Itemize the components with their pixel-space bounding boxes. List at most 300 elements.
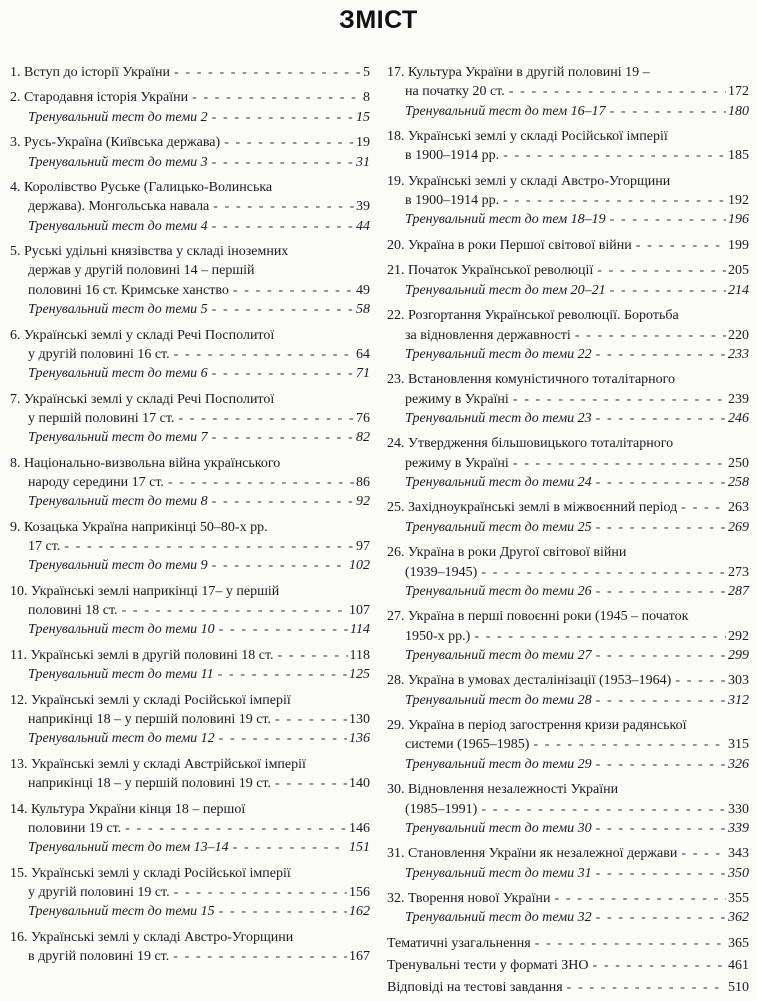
- page-number: 350: [728, 865, 749, 881]
- practice-test-link[interactable]: [387, 102, 749, 121]
- entry-title: Тренувальний тест до теми 30: [405, 820, 592, 836]
- toc-entry: [10, 63, 370, 82]
- toc-entry: [10, 390, 370, 448]
- toc-entry-link[interactable]: [387, 889, 749, 908]
- practice-test-link[interactable]: [387, 819, 749, 838]
- entry-title: держава). Монгольська навала: [28, 199, 210, 215]
- entry-title-line: 14. Культура України кінця 18 – першої: [10, 801, 246, 817]
- page-number: 250: [728, 455, 749, 471]
- page-number: 510: [728, 980, 749, 996]
- entry-title: Тренувальний тест до теми 7: [28, 430, 208, 446]
- entry-title: Тренувальний тест до теми 4: [28, 218, 208, 234]
- toc-entry-link[interactable]: [387, 454, 749, 473]
- toc-entry-link[interactable]: [10, 63, 370, 82]
- entry-title-line: 19. Українські землі у складі Австро-Угорщини: [387, 173, 671, 189]
- toc-entry-link[interactable]: [10, 473, 370, 492]
- page-number: 263: [728, 500, 749, 516]
- dot-leader: [173, 947, 347, 966]
- page-number: 315: [728, 737, 749, 753]
- entry-title: Тренувальний тест до теми 25: [405, 519, 592, 535]
- dot-leader: [168, 473, 354, 492]
- page-number: 71: [356, 366, 370, 382]
- entry-title-line: 15. Українські землі у складі Російської імперії: [10, 865, 291, 881]
- toc-entry: [387, 172, 749, 230]
- page-number: 303: [728, 673, 749, 689]
- page-number: 330: [728, 801, 749, 817]
- entry-title: наприкінці 18 – у першій половині 19 ст.: [28, 711, 271, 727]
- dot-leader: [212, 300, 354, 319]
- entry-title: 11. Українські землі в другій половині 18 ст.: [10, 647, 274, 663]
- toc-entry: [387, 716, 749, 774]
- dot-leader: [596, 908, 726, 927]
- toc-entry-link[interactable]: [387, 498, 749, 517]
- toc-entry-link[interactable]: [10, 281, 370, 300]
- entry-title: за відновлення державності: [405, 327, 571, 343]
- entry-title: (1985–1991): [405, 801, 478, 817]
- dot-leader: [509, 82, 726, 101]
- toc-entry-link[interactable]: [10, 409, 370, 428]
- practice-test-link[interactable]: [387, 281, 749, 300]
- page-number: 19: [356, 135, 370, 151]
- toc-entry: [10, 691, 370, 749]
- entry-title: Тренувальний тест до теми 6: [28, 366, 208, 382]
- toc-entry: [10, 646, 370, 685]
- page-number: 299: [728, 647, 749, 663]
- toc-entry-link[interactable]: [10, 601, 370, 620]
- dot-leader: [503, 191, 726, 210]
- dot-leader: [219, 620, 348, 639]
- dot-leader: [596, 518, 726, 537]
- dot-leader: [218, 665, 347, 684]
- toc-entry-link[interactable]: [387, 191, 749, 210]
- page-number: 107: [349, 603, 370, 619]
- entry-title: у першій половині 17 ст.: [28, 410, 175, 426]
- page-number: 5: [363, 65, 370, 80]
- page-number: 8: [363, 90, 370, 106]
- practice-test-link[interactable]: [387, 864, 749, 883]
- dot-leader: [596, 582, 726, 601]
- dot-leader: [567, 978, 726, 997]
- page-number: 151: [349, 840, 370, 856]
- dot-leader: [212, 428, 354, 447]
- entry-title: Тренувальний тест до тем 16–17: [405, 103, 606, 119]
- dot-leader: [212, 217, 354, 236]
- toc-entry: [387, 543, 749, 601]
- toc-entry: [387, 306, 749, 364]
- toc-entry: [387, 127, 749, 166]
- entry-title: Тренувальний тест до теми 24: [405, 474, 592, 490]
- entry-title-line: 9. Козацька Україна наприкінці 50–80-х рр.: [10, 519, 268, 535]
- practice-test-link[interactable]: [10, 108, 370, 127]
- dot-leader: [675, 671, 726, 690]
- toc-entry-link[interactable]: [387, 82, 749, 101]
- entry-title: Відповіді на тестові завдання: [387, 980, 563, 996]
- page-number: 180: [728, 103, 749, 119]
- entry-title: 2. Стародавня історія України: [10, 90, 189, 106]
- practice-test-link[interactable]: [10, 364, 370, 383]
- entry-title: у другій половині 16 ст.: [28, 346, 170, 362]
- practice-test-link[interactable]: [10, 665, 370, 684]
- practice-test-link[interactable]: [387, 755, 749, 774]
- dot-leader: [596, 409, 726, 428]
- practice-test-link[interactable]: [387, 345, 749, 364]
- practice-test-link[interactable]: [10, 620, 370, 639]
- toc-entry: [387, 261, 749, 300]
- page-number: 287: [728, 583, 749, 599]
- page-number: 343: [728, 846, 749, 862]
- toc-entry: [10, 326, 370, 384]
- entry-title: Тренувальний тест до теми 8: [28, 494, 208, 510]
- entry-title-line: 26. Україна в роки Другої світової війни: [387, 545, 627, 561]
- dot-leader: [610, 210, 726, 229]
- toc-entry: [10, 242, 370, 319]
- toc-left-column: [10, 63, 370, 972]
- page-title: ЗМІСТ: [339, 6, 418, 34]
- page-number: 140: [349, 776, 370, 792]
- toc-appendix-entry: [387, 934, 749, 953]
- page-number: 461: [728, 958, 749, 974]
- toc-entry-link[interactable]: [10, 88, 370, 107]
- dot-leader: [213, 197, 354, 216]
- entry-title: Тренувальні тести у форматі ЗНО: [387, 958, 589, 974]
- page-number: 192: [728, 193, 749, 209]
- practice-test-link[interactable]: [10, 729, 370, 748]
- entry-title: 20. Україна в роки Першої світової війни: [387, 237, 632, 253]
- toc-entry-link[interactable]: [387, 735, 749, 754]
- page-number: 172: [728, 84, 749, 100]
- practice-test-link[interactable]: [387, 518, 749, 537]
- entry-title-line: 17. Культура України в другій половині 19 –: [387, 65, 650, 80]
- dot-leader: [233, 281, 354, 300]
- dot-leader: [681, 844, 726, 863]
- toc-entry-link[interactable]: [387, 627, 749, 646]
- toc-entry: [10, 454, 370, 512]
- entry-title-line: 22. Розгортання Української революції. Боротьба: [387, 308, 679, 324]
- toc-entry-link[interactable]: [10, 345, 370, 364]
- dot-leader: [513, 454, 726, 473]
- dot-leader: [224, 133, 354, 152]
- toc-entry: [10, 178, 370, 236]
- dot-leader: [219, 902, 347, 921]
- entry-title-line: 10. Українські землі наприкінці 17– у першій: [10, 583, 280, 599]
- toc-entry: [387, 607, 749, 665]
- page-number: 205: [728, 263, 749, 279]
- page-number: 269: [728, 519, 749, 535]
- page-number: 185: [728, 148, 749, 164]
- dot-leader: [513, 390, 726, 409]
- toc-entry-link[interactable]: [10, 710, 370, 729]
- toc-entry-link[interactable]: [387, 146, 749, 165]
- toc-entry: [387, 889, 749, 928]
- toc-entry: [10, 582, 370, 640]
- toc-entry-link[interactable]: [10, 819, 370, 838]
- entry-title: Тренувальний тест до тем 18–19: [405, 212, 606, 228]
- toc-entry: [387, 498, 749, 537]
- dot-leader: [554, 889, 726, 908]
- entry-title-line: 6. Українські землі у складі Речі Посполитої: [10, 327, 275, 343]
- dot-leader: [681, 498, 726, 517]
- toc-entry-link[interactable]: [387, 844, 749, 863]
- entry-title: Тренувальний тест до теми 15: [28, 904, 215, 920]
- page-number: 64: [356, 346, 370, 362]
- entry-title-line: 12. Українські землі у складі Російської імперії: [10, 692, 291, 708]
- dot-leader: [610, 102, 726, 121]
- page-number: 365: [728, 935, 749, 951]
- entry-title: 1950-х рр.): [405, 628, 471, 644]
- entry-title-line: 23. Встановлення комуністичного тоталітарного: [387, 372, 676, 388]
- dot-leader: [596, 646, 726, 665]
- dot-leader: [174, 883, 347, 902]
- page-number: 97: [356, 539, 370, 555]
- dot-leader: [275, 774, 347, 793]
- entry-title: 21. Початок Української революції: [387, 263, 594, 279]
- page-number: 220: [728, 327, 749, 343]
- dot-leader: [533, 735, 726, 754]
- dot-leader: [275, 710, 347, 729]
- page-number: 162: [349, 904, 370, 920]
- toc-entry-link[interactable]: [387, 326, 749, 345]
- toc-entry-link[interactable]: [10, 537, 370, 556]
- page-number: 58: [356, 302, 370, 318]
- entry-title: в другій половині 19 ст.: [28, 948, 170, 964]
- entry-title: наприкінці 18 – у першій половині 19 ст.: [28, 776, 271, 792]
- practice-test-link[interactable]: [10, 428, 370, 447]
- toc-entry: [10, 864, 370, 922]
- toc-entry-link[interactable]: [387, 671, 749, 690]
- entry-title: 32. Творення нової України: [387, 891, 551, 907]
- toc-entry-link[interactable]: [387, 800, 749, 819]
- dot-leader: [219, 729, 347, 748]
- toc-entry-link[interactable]: [387, 956, 749, 975]
- entry-title: половині 16 ст. Кримське ханство: [28, 282, 229, 298]
- toc-entry-link[interactable]: [10, 197, 370, 216]
- entry-title: у другій половині 19 ст.: [28, 884, 170, 900]
- entry-title: народу середини 17 ст.: [28, 474, 164, 490]
- practice-test-link[interactable]: [10, 300, 370, 319]
- entry-title: 17 ст.: [28, 539, 61, 555]
- entry-title-line: 5. Руські удільні князівства у складі іноземних: [10, 244, 289, 260]
- entry-title-line: 8. Національно-визвольна війна українського: [10, 455, 281, 471]
- practice-test-link[interactable]: [387, 210, 749, 229]
- page-number: 312: [728, 692, 749, 708]
- dot-leader: [596, 755, 726, 774]
- dot-leader: [636, 236, 726, 255]
- entry-title-line: 27. Україна в перші повоєнні роки (1945 – початок: [387, 609, 689, 625]
- toc-entry-link[interactable]: [387, 978, 749, 997]
- page-number: 339: [728, 820, 749, 836]
- page-number: 196: [728, 212, 749, 228]
- practice-test-link[interactable]: [10, 217, 370, 236]
- dot-leader: [596, 819, 726, 838]
- toc-entry: [387, 63, 749, 121]
- dot-leader: [212, 492, 354, 511]
- entry-title: режиму в Україні: [405, 455, 509, 471]
- page-number: 246: [728, 410, 749, 426]
- entry-title: Тренувальний тест до теми 11: [28, 667, 214, 683]
- toc-entry-link[interactable]: [10, 774, 370, 793]
- entry-title: Тренувальний тест до теми 26: [405, 583, 592, 599]
- practice-test-link[interactable]: [387, 473, 749, 492]
- entry-title: половині 18 ст.: [28, 603, 118, 619]
- dot-leader: [174, 345, 354, 364]
- page-number: 273: [728, 564, 749, 580]
- page-number: 92: [356, 494, 370, 510]
- page-number: 31: [356, 154, 370, 170]
- page-number: 292: [728, 628, 749, 644]
- entry-title: 3. Русь-Україна (Київська держава): [10, 135, 221, 151]
- dot-leader: [233, 838, 347, 857]
- dot-leader: [64, 537, 354, 556]
- toc-entry-link[interactable]: [10, 947, 370, 966]
- page-number: 76: [356, 410, 370, 426]
- entry-title: Тренувальний тест до теми 5: [28, 302, 208, 318]
- dot-leader: [192, 88, 361, 107]
- page-number: 102: [349, 558, 370, 574]
- page-number: 199: [728, 237, 749, 253]
- dot-leader: [592, 956, 726, 975]
- entry-title-line: держав у другій половині 14 – першій: [28, 263, 255, 279]
- toc-entry: [387, 671, 749, 710]
- entry-title: Тренувальний тест до тем 13–14: [28, 840, 229, 856]
- page-number: 167: [349, 948, 370, 964]
- entry-title: 31. Становлення України як незалежної держави: [387, 846, 678, 862]
- toc-entry: [387, 780, 749, 838]
- entry-title: Тренувальний тест до тем 20–21: [405, 282, 606, 298]
- page-number: 156: [349, 884, 370, 900]
- toc-entry: [10, 133, 370, 172]
- toc-entry-link[interactable]: [387, 934, 749, 953]
- entry-title: в 1900–1914 рр.: [405, 148, 500, 164]
- toc-entry: [387, 844, 749, 883]
- toc-entry-link[interactable]: [387, 390, 749, 409]
- entry-title: Тренувальний тест до теми 9: [28, 558, 208, 574]
- dot-leader: [122, 601, 347, 620]
- page-number: 130: [349, 711, 370, 727]
- dot-leader: [474, 627, 726, 646]
- dot-leader: [212, 556, 347, 575]
- page-number: 326: [728, 756, 749, 772]
- page-number: 44: [356, 218, 370, 234]
- toc-entry: [387, 434, 749, 492]
- toc-entry-link[interactable]: [387, 236, 749, 255]
- dot-leader: [178, 409, 354, 428]
- page-number: 49: [356, 282, 370, 298]
- entry-title: Тренувальний тест до теми 23: [405, 410, 592, 426]
- entry-title: Тренувальний тест до теми 3: [28, 154, 208, 170]
- toc-entry: [10, 928, 370, 967]
- dot-leader: [212, 108, 354, 127]
- entry-title: 25. Західноукраїнські землі в міжвоєнний період: [387, 500, 678, 516]
- entry-title: Тренувальний тест до теми 22: [405, 346, 592, 362]
- entry-title: 28. Україна в умовах десталінізації (1953–1964): [387, 673, 672, 689]
- toc-entry: [10, 518, 370, 576]
- entry-title: Тренувальний тест до теми 12: [28, 731, 215, 747]
- toc-entry: [10, 88, 370, 127]
- page-number: 114: [350, 622, 370, 638]
- page-number: 258: [728, 474, 749, 490]
- toc-entry-link[interactable]: [10, 883, 370, 902]
- dot-leader: [597, 261, 726, 280]
- entry-title: 1. Вступ до історії України: [10, 65, 170, 80]
- dot-leader: [481, 800, 726, 819]
- page-number: 233: [728, 346, 749, 362]
- dot-leader: [125, 819, 347, 838]
- entry-title: Тематичні узагальнення: [387, 935, 531, 951]
- dot-leader: [278, 646, 348, 665]
- toc-entry-link[interactable]: [387, 261, 749, 280]
- practice-test-link[interactable]: [10, 153, 370, 172]
- dot-leader: [575, 326, 726, 345]
- practice-test-link[interactable]: [10, 556, 370, 575]
- toc-entry-link[interactable]: [387, 563, 749, 582]
- practice-test-link[interactable]: [10, 838, 370, 857]
- toc-appendix-entry: [387, 978, 749, 997]
- entry-title: Тренувальний тест до теми 29: [405, 756, 592, 772]
- entry-title: Тренувальний тест до теми 10: [28, 622, 215, 638]
- entry-title: Тренувальний тест до теми 27: [405, 647, 592, 663]
- entry-title: на початку 20 ст.: [405, 84, 505, 100]
- dot-leader: [596, 691, 726, 710]
- entry-title-line: 30. Відновлення незалежності України: [387, 782, 619, 798]
- entry-title-line: 16. Українські землі у складі Австро-Угорщини: [10, 929, 294, 945]
- toc-entry: [10, 800, 370, 858]
- dot-leader: [212, 153, 354, 172]
- page-number: 125: [349, 667, 370, 683]
- toc-entry-link[interactable]: [10, 646, 370, 665]
- dot-leader: [596, 864, 726, 883]
- toc-entry: [387, 236, 749, 255]
- page-number: 239: [728, 391, 749, 407]
- page-number: 118: [349, 647, 370, 663]
- entry-title: (1939–1945): [405, 564, 478, 580]
- dot-leader: [503, 146, 726, 165]
- entry-title: режиму в Україні: [405, 391, 509, 407]
- entry-title: Тренувальний тест до теми 28: [405, 692, 592, 708]
- practice-test-link[interactable]: [387, 908, 749, 927]
- entry-title-line: 18. Українські землі у складі Російської імперії: [387, 129, 668, 145]
- practice-test-link[interactable]: [387, 646, 749, 665]
- toc-entry-link[interactable]: [10, 133, 370, 152]
- practice-test-link[interactable]: [387, 691, 749, 710]
- page-number: 39: [356, 199, 370, 215]
- dot-leader: [596, 345, 726, 364]
- page-number: 136: [349, 731, 370, 747]
- practice-test-link[interactable]: [10, 902, 370, 921]
- practice-test-link[interactable]: [10, 492, 370, 511]
- entry-title-line: 13. Українські землі у складі Австрійської імперії: [10, 756, 306, 772]
- entry-title-line: 29. Україна в період загострення кризи радянської: [387, 718, 687, 734]
- dot-leader: [174, 63, 361, 82]
- page-number: 15: [356, 109, 370, 125]
- dot-leader: [535, 934, 726, 953]
- dot-leader: [596, 473, 726, 492]
- toc-appendix-entry: [387, 956, 749, 975]
- entry-title: Тренувальний тест до теми 32: [405, 910, 592, 926]
- entry-title-line: 24. Утвердження більшовицького тоталітарного: [387, 436, 674, 452]
- entry-title: в 1900–1914 рр.: [405, 193, 500, 209]
- entry-title: Тренувальний тест до теми 31: [405, 865, 592, 881]
- practice-test-link[interactable]: [387, 409, 749, 428]
- page-number: 146: [349, 820, 370, 836]
- page-number: 362: [728, 910, 749, 926]
- dot-leader: [610, 281, 726, 300]
- entry-title: системи (1965–1985): [405, 737, 530, 753]
- toc-entry: [387, 370, 749, 428]
- page-number: 86: [356, 474, 370, 490]
- entry-title-line: 7. Українські землі у складі Речі Посполитої: [10, 391, 275, 407]
- practice-test-link[interactable]: [387, 582, 749, 601]
- entry-title-line: 4. Королівство Руське (Галицько-Волинська: [10, 180, 273, 196]
